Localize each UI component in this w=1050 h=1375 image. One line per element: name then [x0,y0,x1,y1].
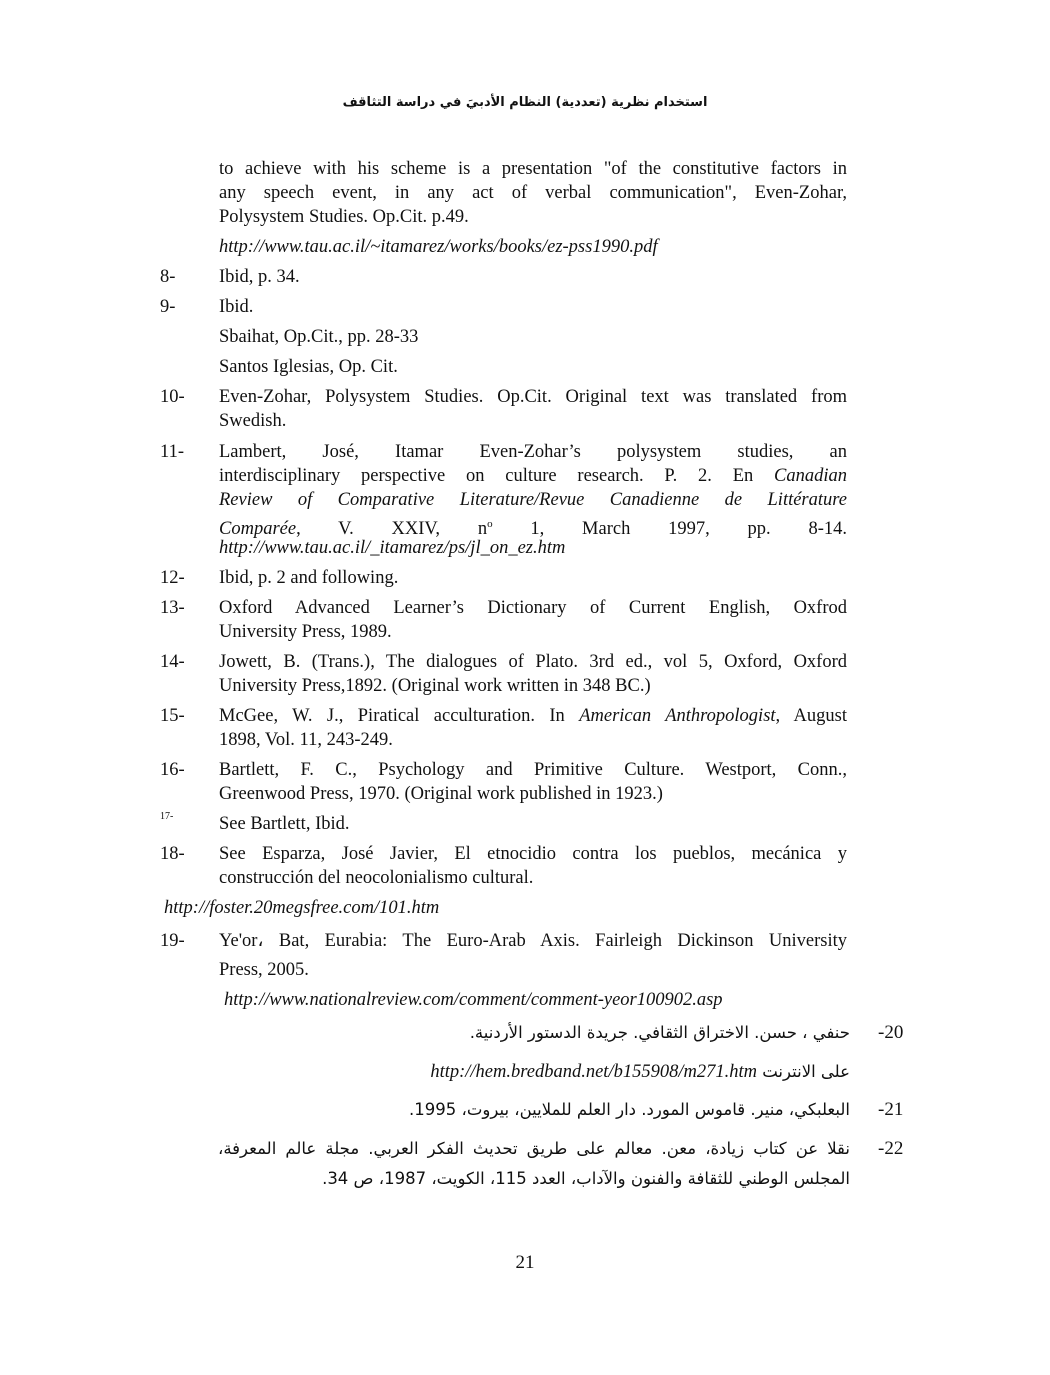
note-url[interactable]: http://www.nationalreview.com/comment/comment-yeor100902.asp [224,990,723,1010]
note-text-part: على الانترنت [762,1062,850,1081]
note-text: Ibid. [219,297,254,317]
note-url[interactable]: http://foster.20megsfree.com/101.htm [164,898,440,918]
note-number: 18- [160,844,185,864]
note-number: 16- [160,760,185,780]
note-text-part: McGee, W. J., Piratical acculturation. In [219,706,580,726]
note-number: 11- [160,442,184,462]
note-text: University Press, 1989. [219,622,392,642]
note-text-part: , August [775,706,847,726]
note-text: Even-Zohar, Polysystem Studies. Op.Cit. Original text was translated from [219,387,847,407]
note-number: 14- [160,652,185,672]
note-text-arabic [430,1060,850,1084]
journal-title: American Anthropologist [579,706,776,726]
note-text-arabic: نقلا عن كتاب زيادة، معن. معالم على طريق تحديث الفكر العربي. مجلة عالم المعرفة، [218,1139,850,1158]
note-text: Jowett, B. (Trans.), The dialogues of Plato. 3rd ed., vol 5, Oxford, Oxford [219,652,847,672]
note-number: -21 [878,1099,904,1120]
note-number: 10- [160,387,185,407]
note-text: See Bartlett, Ibid. [219,814,350,834]
note-continuation-line: Polysystem Studies. Op.Cit. p.49. [219,207,469,227]
note-text: Ibid, p. 34. [219,267,300,287]
note-continuation-line: any speech event, in any act of verbal communication", Even-Zohar, [219,183,847,203]
note-continuation-line: to achieve with his scheme is a presentation "of the constitutive factors in [219,159,847,179]
note-text: Swedish. [219,411,287,431]
note-number: 13- [160,598,185,618]
note-text-arabic: البعلبكي، منير. قاموس المورد. دار العلم للملايين، بيروت، 1995. [409,1100,850,1119]
note-text-arabic: حنفي ، حسن. الاختراق الثقافي. جريدة الدستور الأردنية. [469,1023,850,1042]
note-text: Santos Iglesias, Op. Cit. [219,357,398,377]
note-text: construcción del neocolonialismo cultural. [219,868,534,888]
note-url[interactable]: http://www.tau.ac.il/_itamarez/ps/jl_on_ez.htm [219,538,566,558]
note-text: Greenwood Press, 1970. (Original work published in 1923.) [219,784,663,804]
note-text-arabic: المجلس الوطني للثقافة والفنون والآداب، العدد 115، الكويت، 1987، ص 34. [322,1169,850,1188]
note-url[interactable]: http://www.tau.ac.il/~itamarez/works/books/ez-pss1990.pdf [219,237,658,257]
journal-title: Canadian [774,466,847,486]
note-number: 9- [160,297,176,317]
superscript: o [487,518,493,530]
note-text: Ibid, p. 2 and following. [219,568,399,588]
note-text: Bartlett, F. C., Psychology and Primitive Culture. Westport, Conn., [219,760,847,780]
note-text: Ye'or، Bat, Eurabia: The Euro-Arab Axis. Fairleigh Dickinson University [219,931,847,951]
note-text: Press, 2005. [219,960,309,980]
note-text-part: 1, March 1997, pp. 8-14. [492,519,848,540]
journal-title: Comparée [219,519,297,540]
note-number: 15- [160,706,185,726]
note-text [219,704,847,728]
note-text: Lambert, José, Itamar Even-Zohar’s polysystem studies, an [219,442,847,462]
note-text: 1898, Vol. 11, 243-249. [219,730,393,750]
note-text-part: , V. XXIV, n [296,519,488,540]
note-number: 12- [160,568,185,588]
note-text: Sbaihat, Op.Cit., pp. 28-33 [219,327,419,347]
note-number: 8- [160,267,176,287]
note-text [219,464,847,488]
note-text: Oxford Advanced Learner’s Dictionary of Current English, Oxfrod [219,598,847,618]
note-number: -22 [878,1138,904,1159]
note-number: -20 [878,1022,904,1043]
note-text: University Press,1892. (Original work written in 348 BC.) [219,676,651,696]
note-number: 19- [160,931,185,951]
running-header: استخدام نظرية (تعددية) النظام الأدبيَ في دراسة التثاقف [342,95,708,110]
page-number: 21 [515,1252,535,1273]
note-url[interactable]: http://hem.bredband.net/b155908/m271.htm [430,1062,757,1082]
journal-title: Review of Comparative Literature/Revue Canadienne de Littérature [219,490,847,510]
note-text: See Esparza, José Javier, El etnocidio contra los pueblos, mecánica y [219,844,847,864]
note-text-part: interdisciplinary perspective on culture research. P. 2. En [219,466,775,486]
note-number: 17- [160,811,174,822]
